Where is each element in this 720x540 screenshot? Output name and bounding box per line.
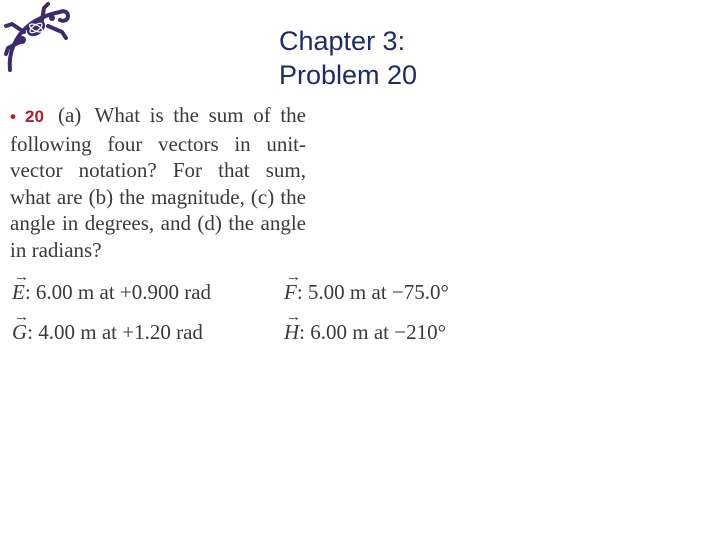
problem-number: • 20 xyxy=(10,107,44,126)
vector-e: → E: 6.00 m at +0.900 rad xyxy=(12,269,212,304)
vector-f-symbol: F xyxy=(284,280,297,304)
title-line-1: Chapter 3: xyxy=(279,26,406,56)
vector-f: → F: 5.00 m at −75.0° xyxy=(284,269,449,304)
vector-g: → G: 4.00 m at +1.20 rad xyxy=(12,309,203,344)
vector-h-symbol: H xyxy=(284,320,300,344)
vector-h-value: : 6.00 m at −210° xyxy=(299,320,446,344)
vector-f-value: : 5.00 m at −75.0° xyxy=(296,280,449,304)
page-title xyxy=(279,24,479,92)
title-line-2: Problem 20 xyxy=(279,60,418,90)
vector-e-value: : 6.00 m at +0.900 rad xyxy=(24,280,212,304)
vector-g-symbol: G xyxy=(12,320,28,344)
problem-text: What is the sum of the following four vectors in unit-vector notation? For that sum, what are (b) the magnitude, (c) the angle in degrees, and (d) the angle in radians? xyxy=(10,103,306,262)
vector-e-symbol: E xyxy=(12,280,25,304)
vector-g-value: : 4.00 m at +1.20 rad xyxy=(27,320,203,344)
part-a-label: (a) xyxy=(57,103,82,127)
lizard-logo-icon xyxy=(2,2,72,74)
vector-h: → H: 6.00 m at −210° xyxy=(284,309,446,344)
problem-statement xyxy=(10,102,306,263)
